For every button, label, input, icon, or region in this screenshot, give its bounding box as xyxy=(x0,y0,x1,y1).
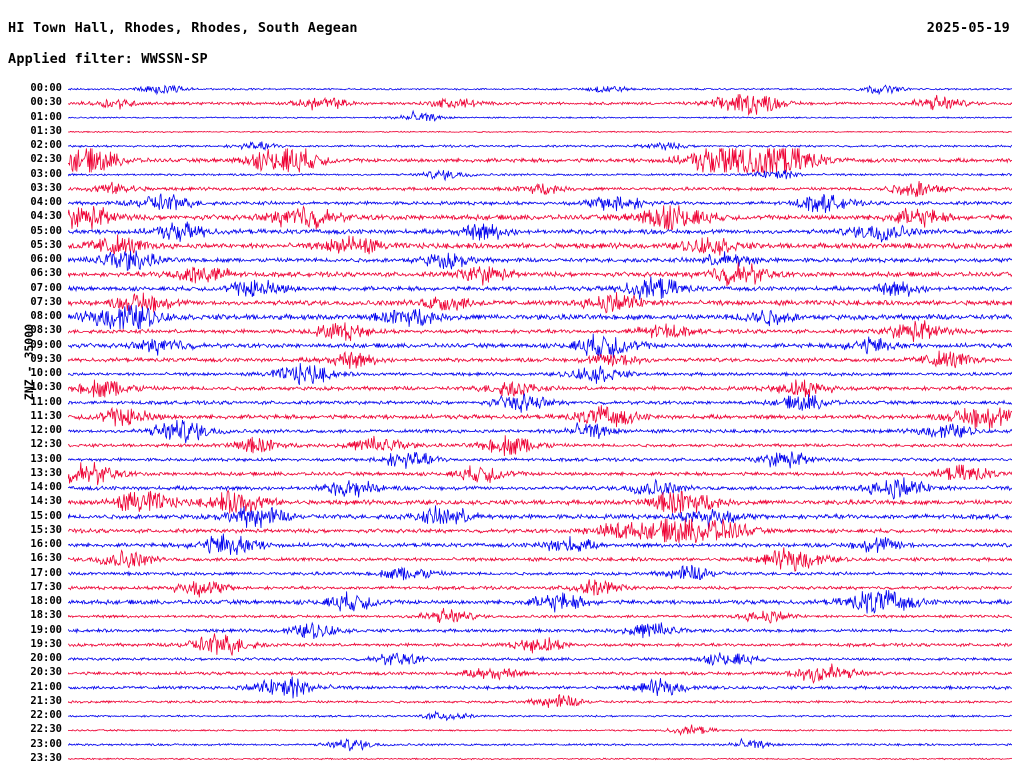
trace-line xyxy=(68,420,1012,443)
time-row-label: 21:30 xyxy=(30,694,62,707)
trace-line xyxy=(68,305,1012,329)
trace-line xyxy=(68,490,1012,513)
time-row-label: 13:00 xyxy=(30,452,62,465)
trace-line xyxy=(68,334,1012,358)
time-row-label: 12:00 xyxy=(30,424,62,437)
trace-line xyxy=(68,251,1012,271)
time-row-label: 02:00 xyxy=(30,139,62,152)
trace-line xyxy=(68,142,1012,151)
trace-line xyxy=(68,205,1012,229)
time-row-label: 09:00 xyxy=(30,338,62,351)
trace-line xyxy=(68,534,1012,555)
time-row-label: 20:00 xyxy=(30,652,62,665)
time-row-label: 17:00 xyxy=(30,566,62,579)
trace-line xyxy=(68,695,1012,708)
time-row-label: 16:30 xyxy=(30,552,62,565)
trace-line xyxy=(68,652,1012,665)
time-row-label: 20:30 xyxy=(30,666,62,679)
trace-line xyxy=(68,262,1012,286)
trace-line xyxy=(68,363,1012,385)
time-row-label: 15:00 xyxy=(30,509,62,522)
trace-line xyxy=(68,320,1012,342)
trace-line xyxy=(68,170,1012,180)
trace-line xyxy=(68,292,1012,313)
trace-line xyxy=(68,677,1012,699)
time-row-label: 22:30 xyxy=(30,723,62,736)
record-date: 2025-05-19 xyxy=(926,20,1010,36)
trace-line xyxy=(68,194,1012,213)
trace-line xyxy=(68,622,1012,639)
trace-line xyxy=(68,277,1012,300)
time-row-label: 23:30 xyxy=(30,751,62,764)
trace-line xyxy=(68,608,1012,623)
y-axis-label: ZNZ - 35000 xyxy=(22,323,36,401)
time-row-label: 05:00 xyxy=(30,224,62,237)
trace-line xyxy=(68,222,1012,243)
time-row-label: 01:30 xyxy=(30,124,62,137)
trace-line xyxy=(68,452,1012,469)
time-row-label: 04:30 xyxy=(30,210,62,223)
time-row-label: 14:30 xyxy=(30,495,62,508)
time-row-label: 04:00 xyxy=(30,196,62,209)
time-row-label: 15:30 xyxy=(30,523,62,536)
time-row-label: 11:00 xyxy=(30,395,62,408)
time-row-label: 00:00 xyxy=(30,82,62,95)
time-row-label: 13:30 xyxy=(30,466,62,479)
time-row-label: 10:30 xyxy=(30,381,62,394)
time-row-label: 06:30 xyxy=(30,267,62,280)
trace-line xyxy=(68,590,1012,613)
time-row-label: 10:00 xyxy=(30,367,62,380)
time-row-label: 23:00 xyxy=(30,737,62,750)
time-row-label: 14:00 xyxy=(30,481,62,494)
trace-line xyxy=(68,633,1012,655)
time-row-label: 19:30 xyxy=(30,637,62,650)
trace-line xyxy=(68,394,1012,413)
page-title: HI Town Hall, Rhodes, Rhodes, South Aegean xyxy=(8,20,358,36)
trace-line xyxy=(68,351,1012,369)
trace-line xyxy=(68,235,1012,256)
time-row-label: 02:30 xyxy=(30,153,62,166)
time-row-label: 08:30 xyxy=(30,324,62,337)
time-row-label: 09:30 xyxy=(30,352,62,365)
time-row-label: 03:00 xyxy=(30,167,62,180)
time-row-label: 17:30 xyxy=(30,580,62,593)
time-row-label: 01:00 xyxy=(30,110,62,123)
time-row-label: 18:00 xyxy=(30,595,62,608)
trace-line xyxy=(68,725,1012,735)
trace-line xyxy=(68,181,1012,197)
time-row-label: 12:30 xyxy=(30,438,62,451)
trace-line xyxy=(68,435,1012,456)
time-row-label: 05:30 xyxy=(30,238,62,251)
trace-line xyxy=(68,405,1012,429)
time-row-label: 19:00 xyxy=(30,623,62,636)
trace-line xyxy=(68,519,1012,543)
time-row-label: 06:00 xyxy=(30,253,62,266)
time-row-label: 07:00 xyxy=(30,281,62,294)
time-row-label: 22:00 xyxy=(30,709,62,722)
trace-line xyxy=(68,664,1012,683)
time-row-label: 18:30 xyxy=(30,609,62,622)
trace-line xyxy=(68,94,1012,115)
trace-line xyxy=(68,462,1012,485)
time-row-label: 07:30 xyxy=(30,295,62,308)
applied-filter-label: Applied filter: WWSSN-SP xyxy=(8,51,208,67)
trace-line xyxy=(68,758,1012,760)
trace-line xyxy=(68,712,1012,721)
trace-line xyxy=(68,505,1012,528)
trace-line xyxy=(68,131,1012,132)
time-row-label: 03:30 xyxy=(30,181,62,194)
time-row-label: 21:00 xyxy=(30,680,62,693)
trace-line xyxy=(68,565,1012,580)
trace-line xyxy=(68,111,1012,121)
trace-line xyxy=(68,739,1012,751)
trace-canvas xyxy=(68,82,1012,766)
time-row-label: 00:30 xyxy=(30,96,62,109)
trace-line xyxy=(68,148,1012,172)
trace-line xyxy=(68,380,1012,398)
time-row-label: 08:00 xyxy=(30,310,62,323)
trace-line xyxy=(68,477,1012,499)
time-row-label: 11:30 xyxy=(30,409,62,422)
time-row-label: 16:00 xyxy=(30,538,62,551)
trace-line xyxy=(68,85,1012,94)
